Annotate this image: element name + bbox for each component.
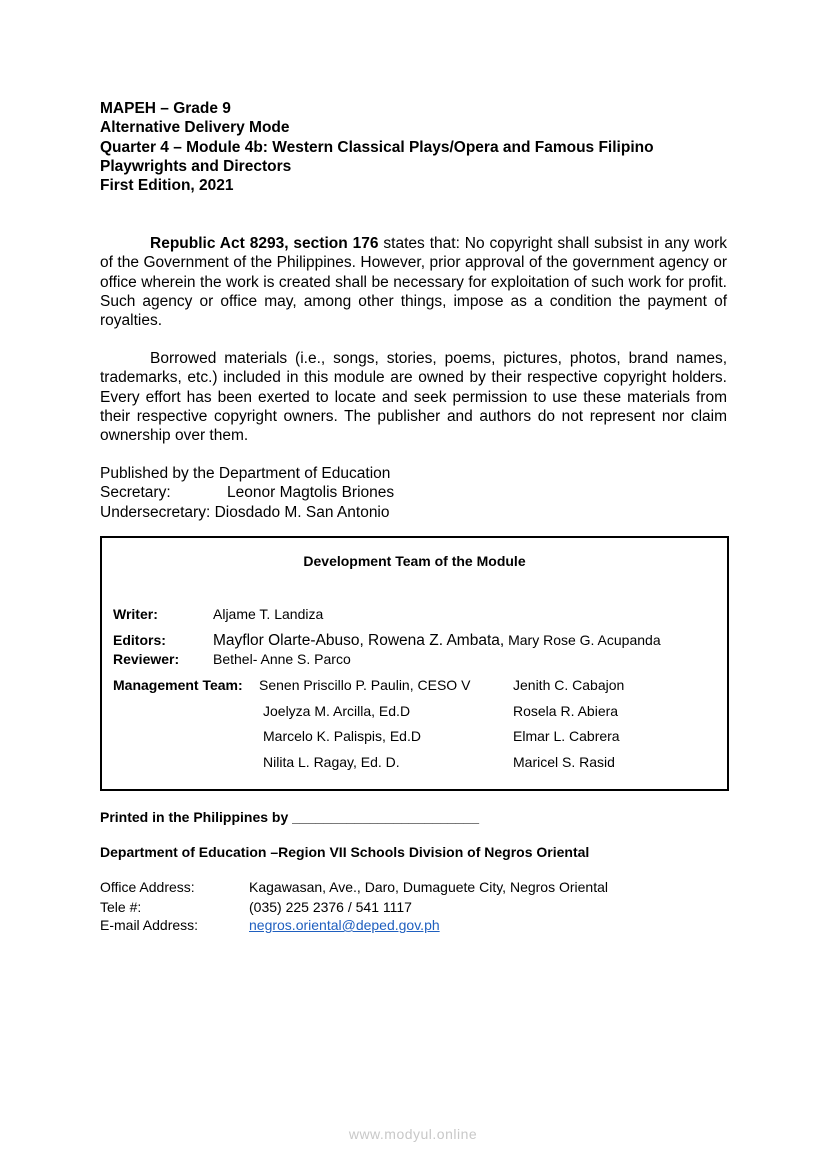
reviewer-name: Bethel- Anne S. Parco [213, 651, 351, 667]
delivery-mode: Alternative Delivery Mode [100, 119, 290, 137]
management-right-1: Jenith C. Cabajon [513, 677, 625, 693]
copyright-paragraph [100, 234, 727, 330]
published-by: Published by the Department of Education [100, 465, 391, 482]
secretary-label: Secretary: [100, 484, 171, 502]
tele-number: (035) 225 2376 / 541 1117 [249, 899, 412, 915]
printed-by: Printed in the Philippines by ________________________ [100, 809, 479, 825]
management-right-3: Elmar L. Cabrera [513, 728, 620, 744]
editors-label: Editors: [113, 632, 166, 648]
office-address-row [100, 879, 608, 895]
management-right-4: Maricel S. Rasid [513, 754, 615, 770]
tele-row [100, 899, 412, 915]
management-left-3: Marcelo K. Palispis, Ed.D [263, 728, 421, 744]
email-link[interactable]: negros.oriental@deped.gov.ph [249, 917, 440, 933]
deped-division: Department of Education –Region VII Schools Division of Negros Oriental [100, 844, 590, 860]
edition: First Edition, 2021 [100, 177, 234, 195]
writer-label: Writer: [113, 606, 158, 622]
office-address: Kagawasan, Ave., Daro, Dumaguete City, Negros Oriental [249, 879, 608, 895]
writer-name: Aljame T. Landiza [213, 606, 324, 622]
management-right-2: Rosela R. Abiera [513, 703, 619, 719]
undersecretary-label: Undersecretary: [100, 503, 211, 521]
email-row [100, 917, 440, 933]
borrowed-text: Borrowed materials (i.e., songs, stories, poems, pictures, photos, brand names, trademarks, etc.) included in this module are owned by their respective copyright holders. Every effort has been exerted to locate and seek permission to use these materials from their respective copyright owners. The publisher and authors do not represent nor claim ownership over them. [100, 350, 727, 445]
tele-label: Tele #: [100, 899, 142, 915]
team-title: Development Team of the Module [303, 553, 526, 569]
subject-grade: MAPEH – Grade 9 [100, 100, 231, 117]
borrowed-paragraph [100, 349, 727, 445]
editors-names: Mayflor Olarte-Abuso, Rowena Z. Ambata, [213, 632, 505, 649]
copyright-text: states that: No copyright shall subsist in any work of the Government of the Philippines. However, prior approval of the government agency or office wherein the work is created shall be necessary for exploitation of such work for profit. Such agency or office may, among other things, impose as a condition the payment of royalties. [100, 235, 727, 330]
email-label: E-mail Address: [100, 917, 199, 933]
module-title-cont: Playwrights and Directors [100, 157, 292, 175]
management-left-2: Joelyza M. Arcilla, Ed.D [263, 703, 411, 719]
management-left-4: Nilita L. Ragay, Ed. D. [263, 754, 400, 770]
module-title-block [100, 99, 654, 195]
module-title: Quarter 4 – Module 4b: Western Classical Plays/Opera and Famous Filipino [100, 138, 654, 156]
office-label: Office Address: [100, 879, 195, 895]
reviewer-label: Reviewer: [113, 651, 180, 667]
development-team-box [100, 536, 729, 791]
editors-extra: Mary Rose G. Acupanda [508, 632, 661, 648]
secretary-name: Leonor Magtolis Briones [227, 484, 395, 502]
watermark: www.modyul.online [348, 1126, 478, 1142]
publisher-block [100, 464, 394, 522]
undersecretary-name: Diosdado M. San Antonio [214, 503, 390, 521]
management-left-1: Senen Priscillo P. Paulin, CESO V [259, 677, 471, 693]
management-label: Management Team: [113, 677, 243, 693]
republic-act-ref: Republic Act 8293, section 176 [150, 235, 379, 252]
